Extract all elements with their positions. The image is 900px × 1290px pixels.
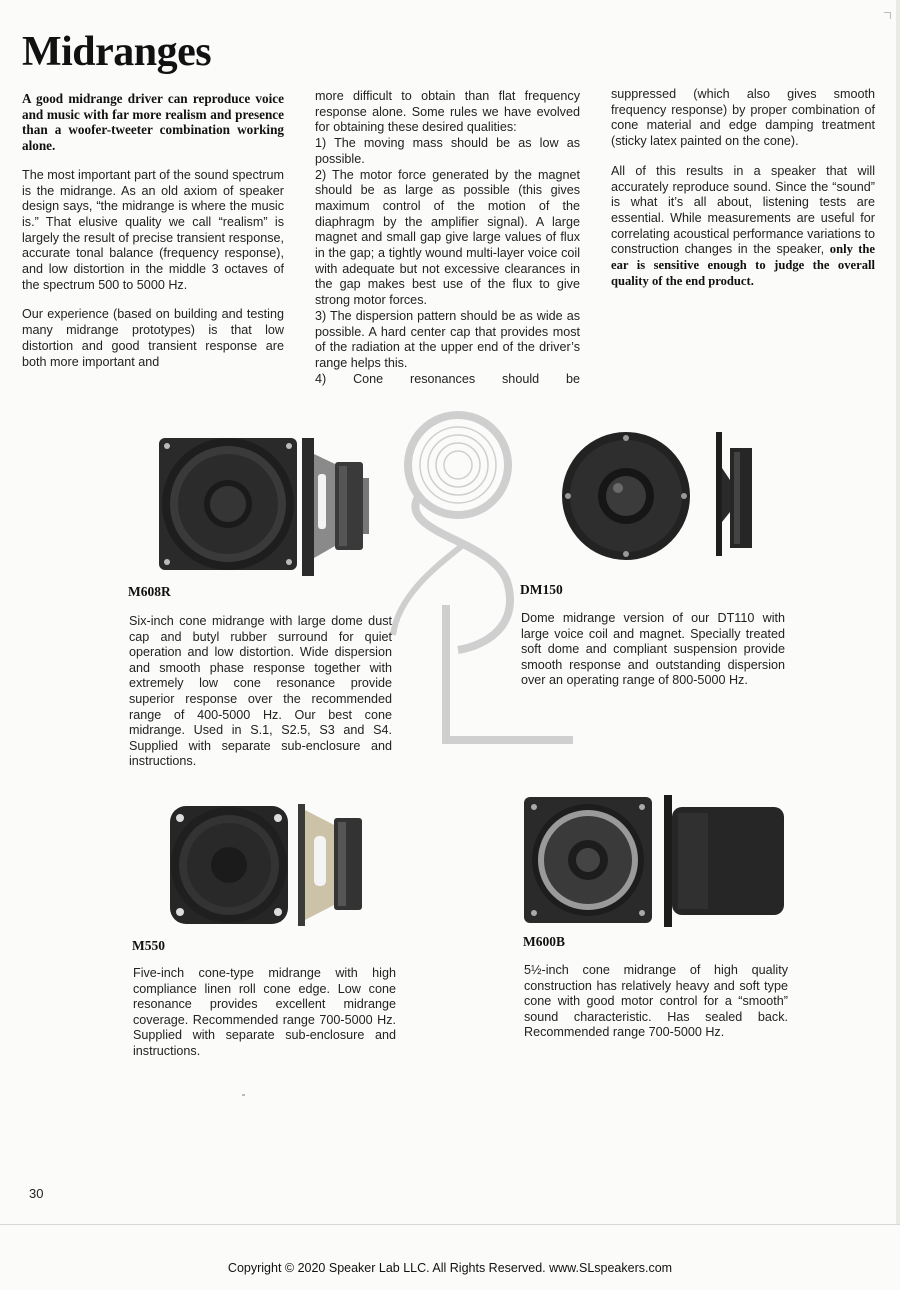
m608r-speaker-photo (155, 434, 370, 579)
body-paragraph-5 (611, 164, 875, 290)
product-desc-m600b: 5½-inch cone midrange of high quality construction has relatively heavy and soft type cone with good motor control for a “smooth” sound characteristic. Has sealed back. Recommended range 700-5000 Hz. (524, 963, 788, 1040)
product-desc-dm150: Dome midrange version of our DT110 with large voice coil and magnet. Specially treated soft dome and compliant suspension provide smooth response and outstanding dispersion over an operating range of 800-5000 Hz. (521, 611, 785, 688)
body-paragraph-4: suppressed (which also gives smooth frequency response) by proper combination of cone material and edge damping treatment (sticky latex painted on the cone). (611, 87, 875, 149)
rule-3: 3) The dispersion pattern should be as wide as possible. A hard center cap that provides most of the radiation at the upper end of the driver’s range helps this. (315, 308, 580, 370)
product-desc-m608r: Six-inch cone midrange with large dome dust cap and butyl rubber surround for quiet operation and low distortion. Wide dispersion and smooth phase response together with extremely low cone resonance provide superior response over the recommended range of 400-5000 Hz. Our best cone midrange. Used in S.1, S2.5, S3 and S4. Supplied with separate sub-enclosure and instructions. (129, 614, 392, 769)
product-name-m608r: M608R (128, 584, 171, 599)
paper-speck (242, 1094, 245, 1096)
product-name-m600b: M600B (523, 934, 565, 949)
body-paragraph-3: more difficult to obtain than flat frequency response alone. Some rules we have evolved for obtaining these desired qualities: (315, 89, 580, 135)
body-paragraph-2: Our experience (based on building and testing many midrange prototypes) is that low distortion and good transient response are both more important and (22, 307, 284, 369)
page-edge (896, 0, 900, 1225)
sl-logo-watermark-icon (378, 405, 578, 750)
product-name-m550: M550 (132, 938, 165, 953)
m600b-speaker-photo (522, 793, 790, 928)
corner-mark (884, 12, 891, 19)
copyright-footer: Copyright © 2020 Speaker Lab LLC. All Rights Reserved. www.SLspeakers.com (227, 1261, 673, 1275)
lead-paragraph: A good midrange driver can reproduce voice and music with far more realism and presence than a woofer-tweeter combination working alone. (22, 91, 284, 154)
rule-4: 4) Cone resonances should be (315, 371, 580, 386)
product-name-dm150: DM150 (520, 582, 563, 597)
rule-1: 1) The moving mass should be as low as possible. (315, 136, 580, 166)
body-paragraph-1: The most important part of the sound spectrum is the midrange. As an old axiom of speaker design says, “the midrange is where the music is.” That elusive quality we call “realism” is largely the result of precise transient response, accurate tonal balance (frequency response), and low distortion in the middle 3 octaves of the spectrum 500 to 5000 Hz. (22, 167, 284, 292)
rule-2: 2) The motor force generated by the magnet should be as large as possible (this gives maximum control of the motion of the diaphragm by the amplifier signal). A large magnet and small gap give large values of flux in the gap; a tightly wound multi-layer voice coil with adequate but not excessive clearances in the gap makes best use of the flux to give strong motor forces. (315, 167, 580, 308)
text-column-2 (315, 89, 580, 387)
m550-speaker-photo (166, 800, 366, 930)
page-number: 30 (29, 1186, 44, 1201)
page-bottom-edge (0, 1224, 900, 1225)
text-column-1 (22, 91, 284, 384)
body-paragraph-5-text: All of this results in a speaker that will accurately reproduce sound. Since the “sound” is what it’s all about, listening tests are essential. While measurements are useful for correlating acoustical performance variations to construction changes in the speaker, (611, 163, 875, 257)
text-column-3 (611, 87, 875, 303)
dm150-dome-photo (556, 430, 756, 560)
page-title: Midranges (22, 29, 212, 75)
body-paragraph-5-bold: only the ear is sensitive enough to judge the overall quality of the end product. (611, 242, 875, 288)
product-desc-m550: Five-inch cone-type midrange with high compliance linen roll cone edge. Low cone resonance provides excellent midrange coverage. Recommended range 700-5000 Hz. Supplied with separate sub-enclosure and instructions. (133, 966, 396, 1058)
